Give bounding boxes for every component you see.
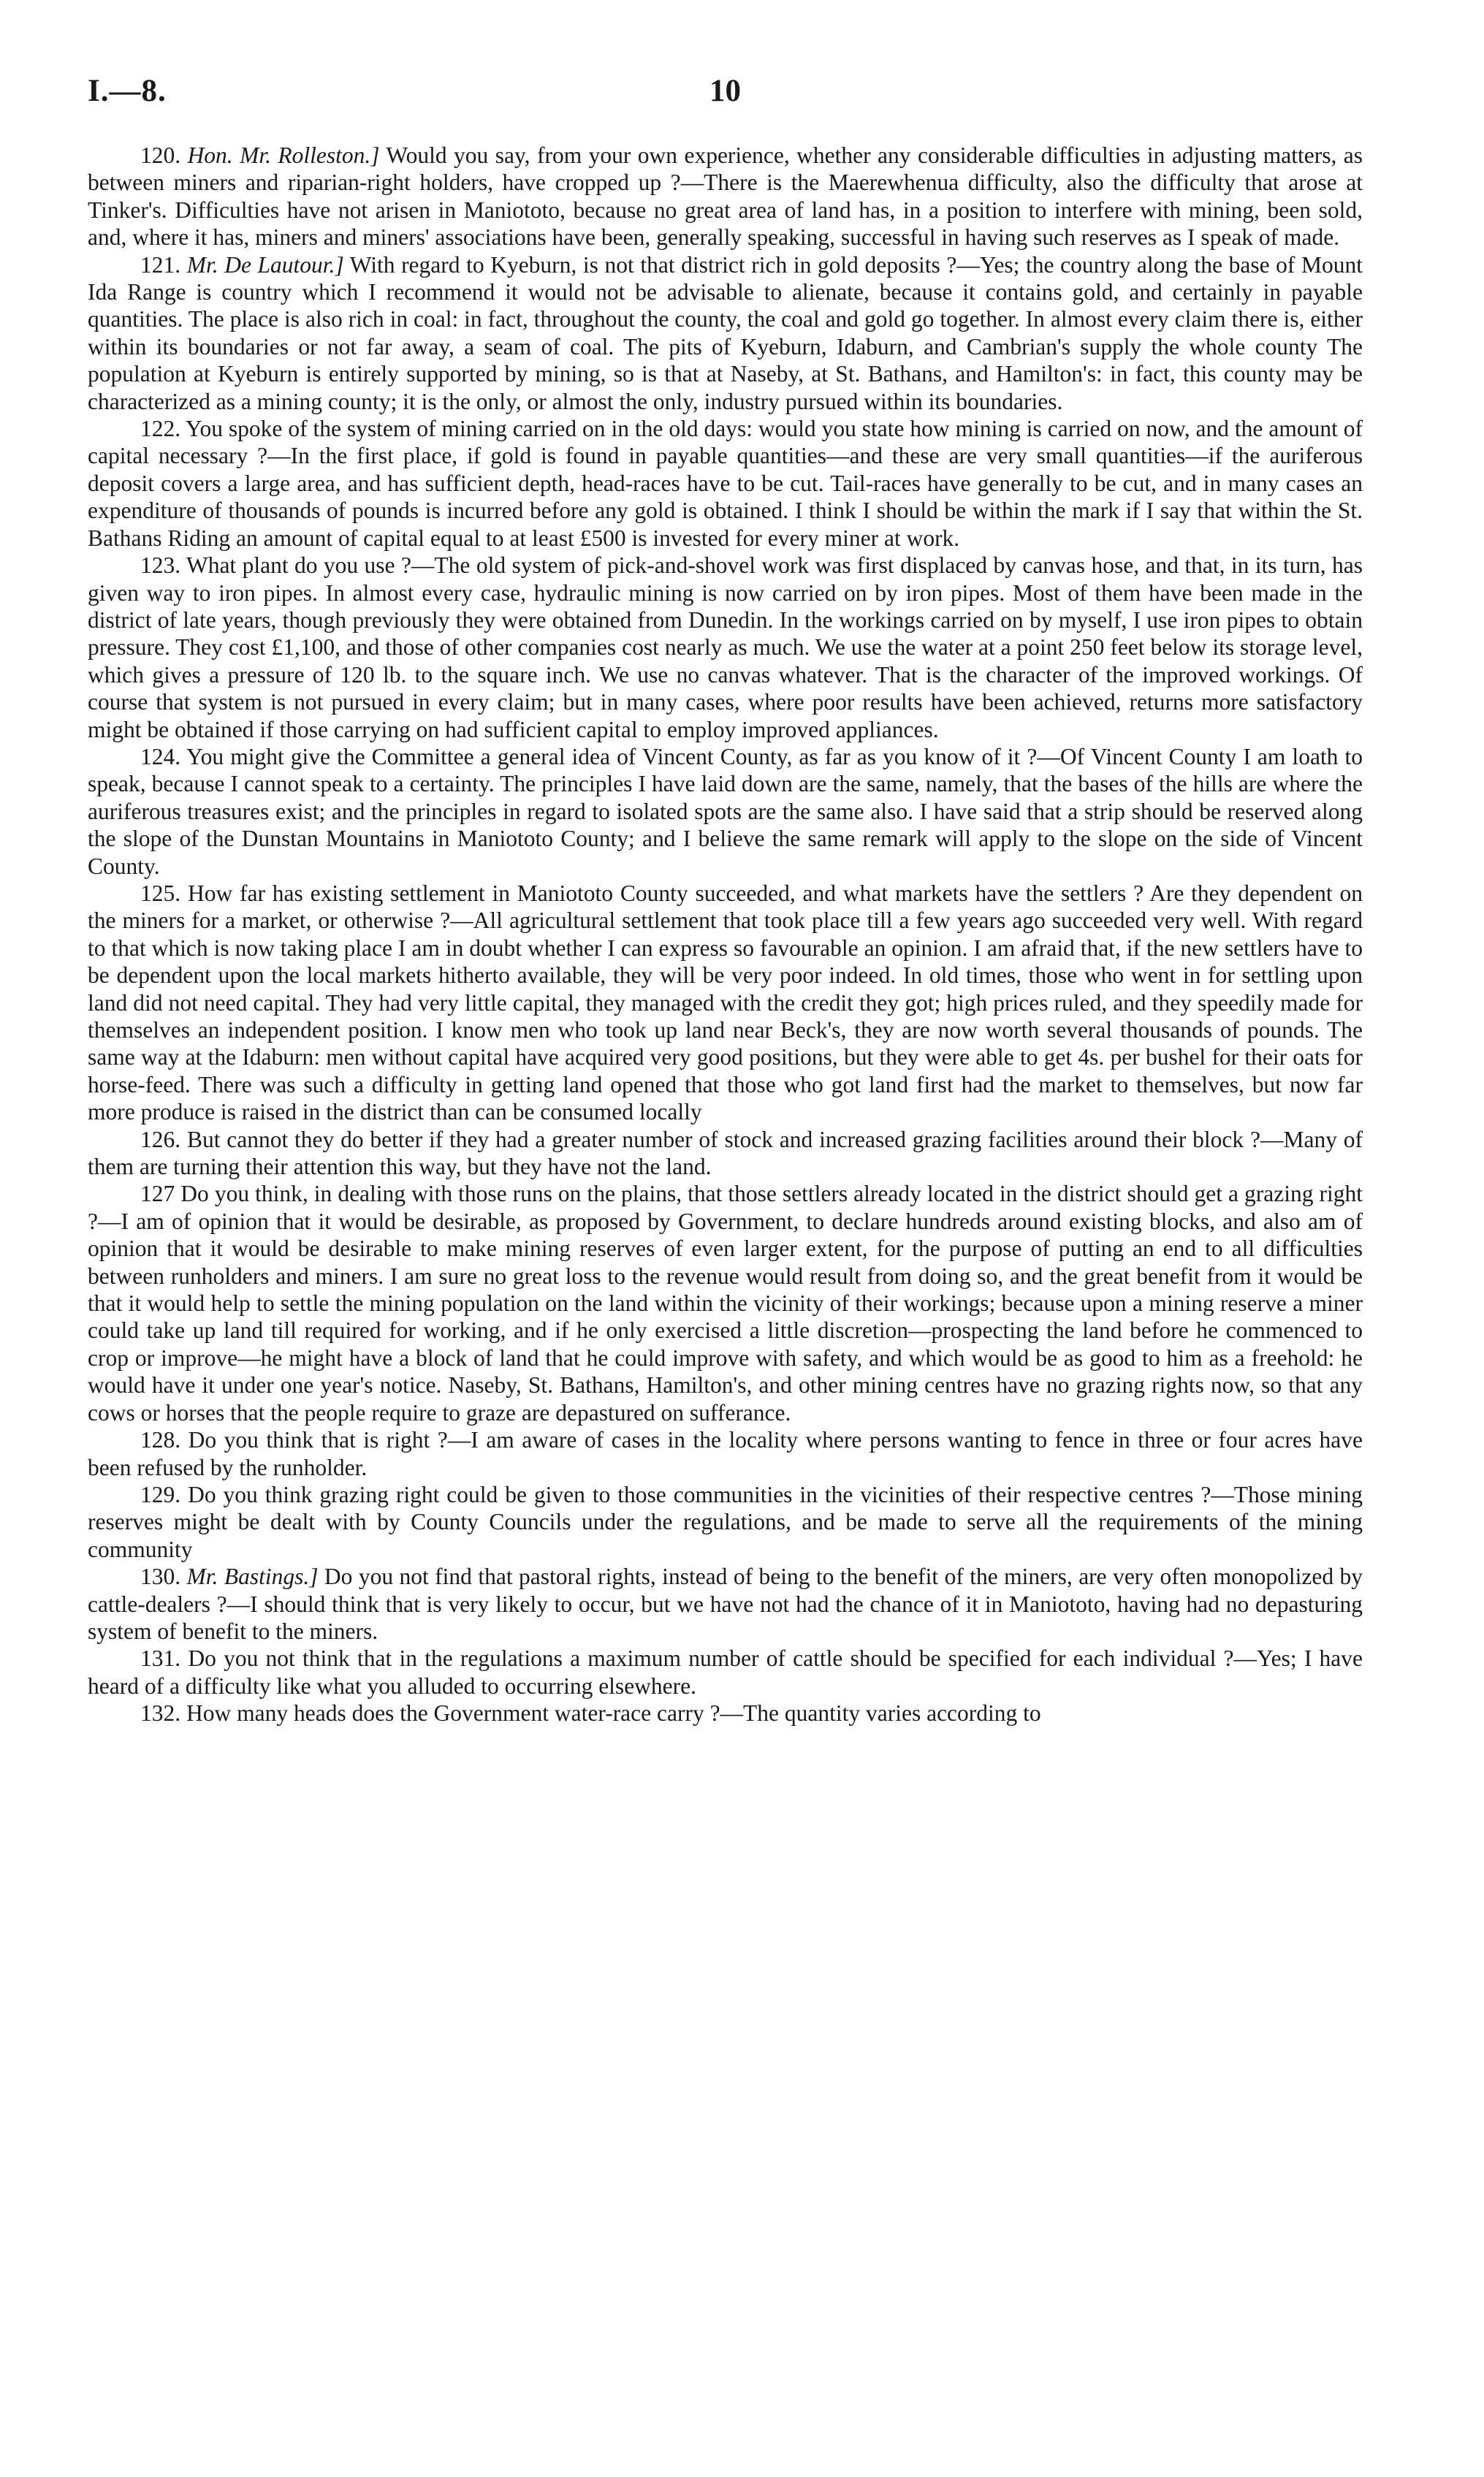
question-and-answer-text: You spoke of the system of mining carried on in the old days: would you state how mining is carried on now, and the amount of capital necessary ?—In the first place, if gold is found in payable quantities—and these are very small quantities—if the auriferous deposit covers a large area, and has sufficient depth, head-races have to be cut. Tail-races have generally to be cut, and in many cases an expenditure of thousands of pounds is incurred before any gold is obtained. I think I should be within the mark if I say that within the St. Bathans Riding an amount of capital equal to at least £500 is invested for every miner at work. bbox=[88, 416, 1363, 551]
question-number: 126. bbox=[140, 1126, 181, 1152]
question-number: 130. bbox=[140, 1564, 181, 1590]
question-paragraph bbox=[88, 1481, 1363, 1563]
question-paragraph bbox=[88, 1700, 1363, 1727]
document-page bbox=[88, 73, 1363, 2433]
question-number: 122. bbox=[140, 416, 181, 442]
speaker-name: Mr. Bastings.] bbox=[186, 1564, 319, 1590]
question-and-answer-text: Do you think grazing right could be given to those communities in the vicinities of their respective centres ?—Those mining reserves might be dealt with by County Councils under the regulations, and be made to serve all the requirements of the mining community bbox=[88, 1481, 1363, 1562]
question-number: 128. bbox=[140, 1427, 181, 1453]
question-paragraph bbox=[88, 1126, 1363, 1181]
question-paragraph bbox=[88, 251, 1363, 415]
question-number: 121. bbox=[140, 251, 181, 278]
question-paragraph bbox=[88, 1645, 1363, 1700]
question-and-answer-text: How far has existing settlement in Maniototo County succeeded, and what markets have the settlers ? Are they dependent on the miners for a market, or otherwise ?—All agricultural settlement that took place till a few years ago succeeded very well. With regard to that which is now taking place I am in doubt whether I can express so favourable an opinion. I am afraid that, if the new settlers have to be dependent upon the local markets hitherto available, they will be very poor indeed. In old times, those who went in for settling upon land did not need capital. They had very little capital, they managed with the credit they got; high prices ruled, and they speedily made for themselves an independent position. I know men who took up land near Beck's, they are now worth several thousands of pounds. The same way at the Idaburn: men without capital have acquired very good positions, but they were able to get 4s. per bushel for their oats for horse-feed. There was such a difficulty in getting land opened that those who got land first had the market to themselves, but now far more produce is raised in the district than can be consumed locally bbox=[88, 880, 1363, 1125]
question-paragraph bbox=[88, 880, 1363, 1126]
question-number: 123. bbox=[140, 552, 181, 579]
question-paragraph bbox=[88, 142, 1363, 251]
question-paragraph bbox=[88, 552, 1363, 743]
question-and-answer-text: Do you not find that pastoral rights, instead of being to the benefit of the miners, are very often monopolized by cattle-dealers ?—I should think that is very likely to occur, but we have not had the chance of it in Maniototo, having had no depasturing system of benefit to the miners. bbox=[88, 1564, 1363, 1644]
question-and-answer-text: How many heads does the Government water-race carry ?—The quantity varies according to bbox=[186, 1700, 1041, 1727]
question-number: 125. bbox=[140, 880, 181, 906]
question-paragraph bbox=[88, 743, 1363, 880]
question-and-answer-text: Do you think, in dealing with those runs on the plains, that those settlers already located in the district should get a grazing right ?—I am of opinion that it would be desirable, as proposed by Government, to declare hundreds around existing blocks, and also am of opinion that it would be desirable to make mining reserves of even larger extent, for the purpose of putting an end to all difficulties between runholders and miners. I am sure no great loss to the revenue would result from doing so, and the great benefit from it would be that it would help to settle the mining population on the land within the vicinity of their workings; because upon a mining reserve a miner could take up land till required for working, and if he only exercised a little discretion—prospecting the land before he commenced to crop or improve—he might have a block of land that he could improve with safety, and which would be as good to him as a freehold: he would have it under one year's notice. Naseby, St. Bathans, Hamilton's, and other mining centres have no grazing rights now, so that any cows or horses that the people require to graze are depastured on sufferance. bbox=[88, 1181, 1363, 1426]
page-header bbox=[88, 73, 1363, 124]
question-paragraph bbox=[88, 1180, 1363, 1426]
question-paragraph bbox=[88, 415, 1363, 552]
question-and-answer-text: With regard to Kyeburn, is not that district rich in gold deposits ?—Yes; the country along the base of Mount Ida Range is country which I recommend it would not be advisable to alienate, because it contains gold, and certainly in payable quantities. The place is also rich in coal: in fact, throughout the county, the coal and gold go together. In almost every claim there is, either within its boundaries or not far away, a seam of coal. The pits of Kyeburn, Idaburn, and Cambrian's supply the whole county The population at Kyeburn is entirely supported by mining, so is that at Naseby, at St. Bathans, and Hamilton's: in fact, this county may be characterized as a mining county; it is the only, or almost the only, industry pursued within its boundaries. bbox=[88, 251, 1363, 414]
question-and-answer-text: You might give the Committee a general idea of Vincent County, as far as you know of it ?—Of Vincent County I am loath to speak, because I cannot speak to a certainty. The principles I have laid down are the same, namely, that the bases of the hills are where the auriferous treasures exist; and the principles in regard to isolated spots are the same also. I have said that a strip should be reserved along the slope of the Dunstan Mountains in Maniototo County; and I believe the same remark will apply to the slope on the side of Vincent County. bbox=[88, 743, 1363, 879]
question-paragraph bbox=[88, 1426, 1363, 1481]
minutes-of-evidence-body bbox=[88, 142, 1363, 1727]
document-reference: I.—8. bbox=[88, 74, 167, 108]
question-and-answer-text: What plant do you use ?—The old system of pick-and-shovel work was first displaced by canvas hose, and that, in its turn, has given way to iron pipes. In almost every case, hydraulic mining is now carried on by iron pipes. Most of them have been made in the district of late years, though previously they were obtained from Dunedin. In the workings carried on by myself, I use iron pipes to obtain pressure. They cost £1,100, and those of other companies cost nearly as much. We use the water at a point 250 feet below its storage level, which gives a pressure of 120 lb. to the square inch. We use no canvas whatever. That is the character of the improved workings. Of course that system is not pursued in every claim; but in many cases, where poor results have been achieved, returns more satisfactory might be obtained if those carrying on had sufficient capital to employ improved appliances. bbox=[88, 552, 1363, 742]
page-number: 10 bbox=[709, 74, 741, 108]
question-number: 124. bbox=[140, 743, 181, 769]
speaker-name: Hon. Mr. Rolleston.] bbox=[187, 142, 380, 168]
question-number: 131. bbox=[140, 1645, 181, 1672]
question-number: 129. bbox=[140, 1481, 181, 1507]
question-and-answer-text: Do you not think that in the regulations a maximum number of cattle should be specified for each individual ?—Yes; I have heard of a difficulty like what you alluded to occurring elsewhere. bbox=[88, 1645, 1363, 1699]
question-paragraph bbox=[88, 1563, 1363, 1645]
speaker-name: Mr. De Lautour.] bbox=[186, 251, 344, 278]
question-number: 120. bbox=[140, 142, 181, 168]
question-number: 127 bbox=[140, 1181, 175, 1207]
question-and-answer-text: Do you think that is right ?—I am aware of cases in the locality where persons wanting to fence in three or four acres have been refused by the runholder. bbox=[88, 1427, 1363, 1480]
question-and-answer-text: Would you say, from your own experience, whether any considerable difficulties in adjusting matters, as between miners and riparian-right holders, have cropped up ?—There is the Maerewhenua difficulty, also the difficulty that arose at Tinker's. Difficulties have not arisen in Maniototo, because no great area of land has, in a position to interfere with mining, been sold, and, where it has, miners and miners' associations have been, generally speaking, successful in having such reserves as I speak of made. bbox=[88, 142, 1363, 251]
question-number: 132. bbox=[140, 1700, 181, 1727]
question-and-answer-text: But cannot they do better if they had a greater number of stock and increased grazing facilities around their block ?—Many of them are turning their attention this way, but they have not the land. bbox=[88, 1126, 1363, 1180]
